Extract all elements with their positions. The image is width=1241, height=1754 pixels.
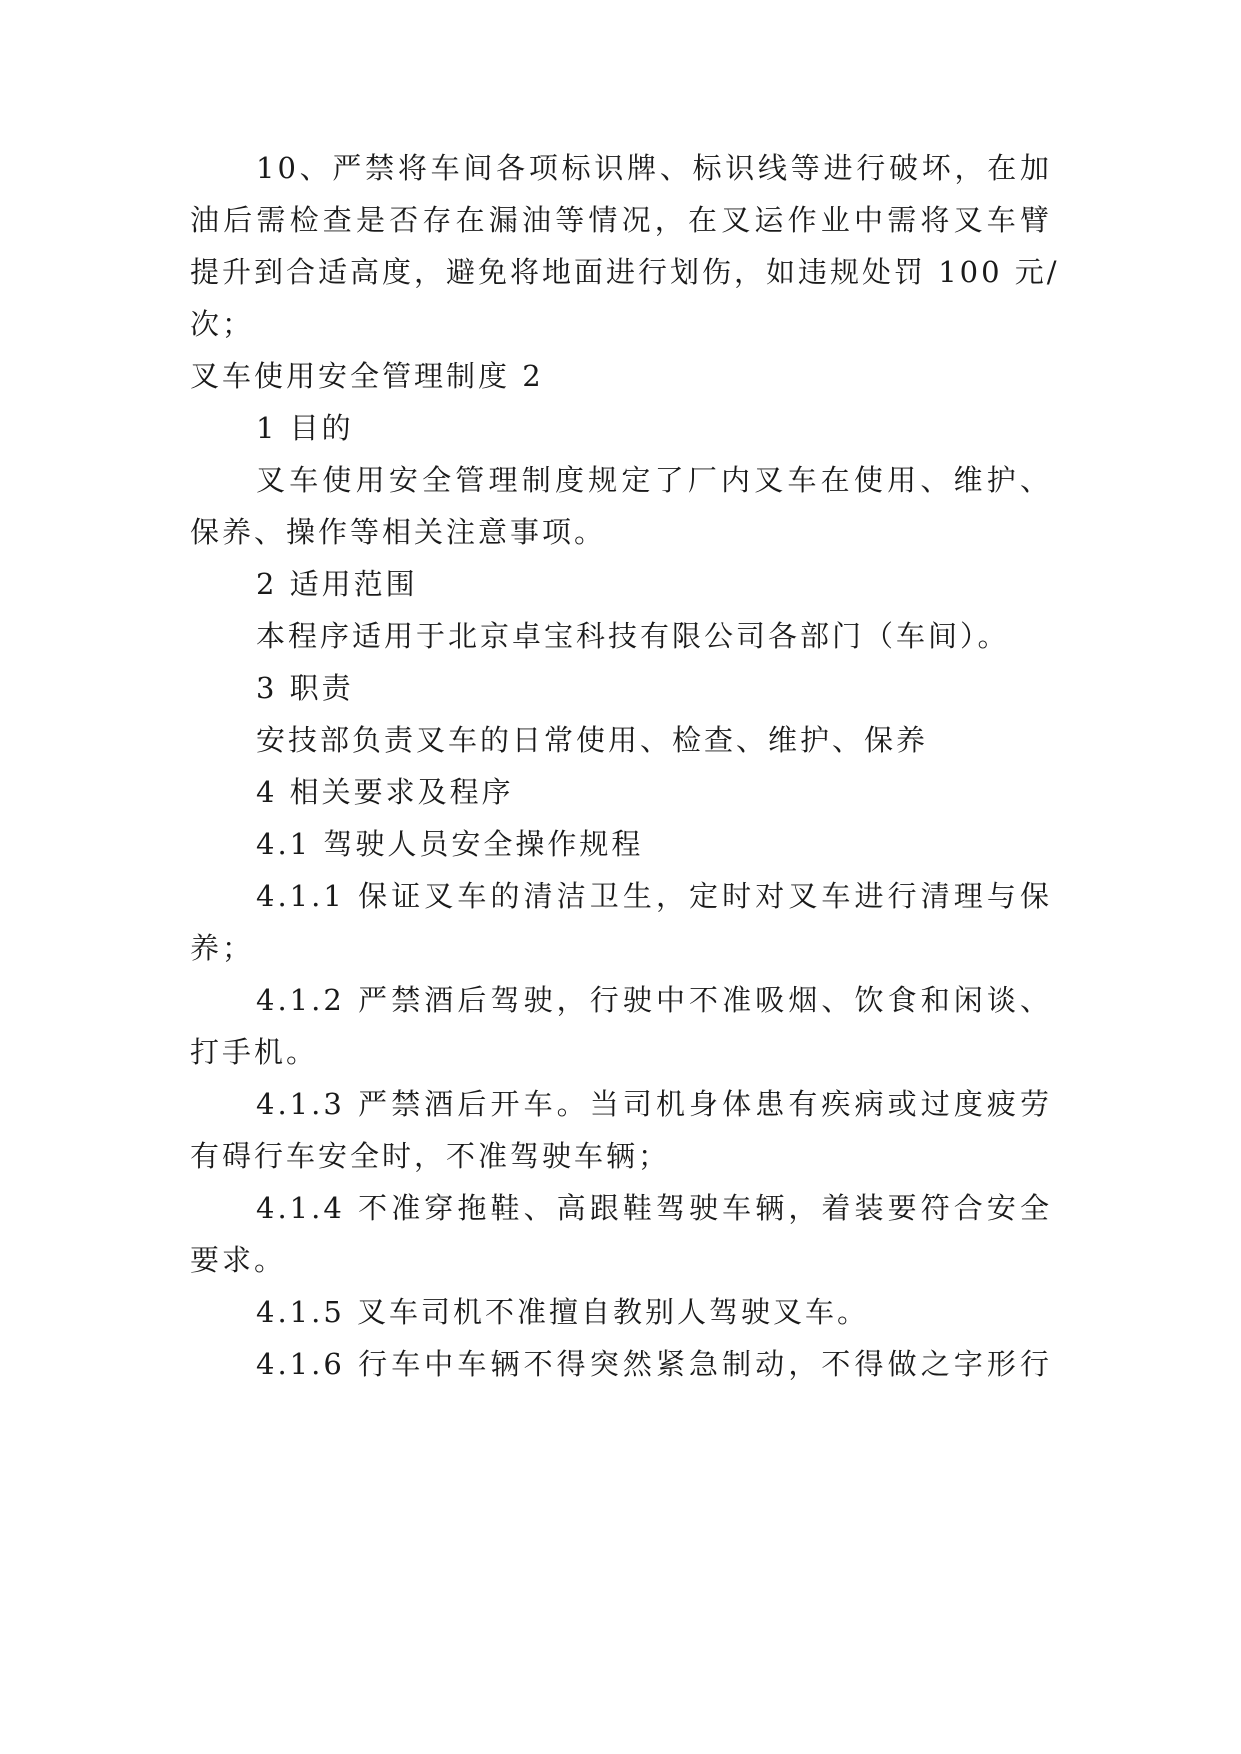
paragraph-line: 叉车使用安全管理制度规定了厂内叉车在使用、维护、	[256, 463, 1052, 497]
section-heading: 2 适用范围	[256, 567, 418, 601]
paragraph-line: 提升到合适高度，避免将地面进行划伤，如违规处罚 100 元/	[190, 255, 1060, 289]
section-heading: 4 相关要求及程序	[256, 775, 514, 809]
paragraph-line: 安技部负责叉车的日常使用、检查、维护、保养	[256, 723, 929, 757]
paragraph-line: 要求。	[190, 1243, 287, 1277]
section-heading: 1 目的	[256, 411, 354, 445]
section-heading: 3 职责	[256, 671, 354, 705]
paragraph-line: 4.1.5 叉车司机不准擅自教别人驾驶叉车。	[256, 1295, 870, 1329]
paragraph-line: 有碍行车安全时，不准驾驶车辆；	[190, 1139, 671, 1173]
section-heading: 4.1 驾驶人员安全操作规程	[256, 827, 644, 861]
paragraph-line: 4.1.2 严禁酒后驾驶，行驶中不准吸烟、饮食和闲谈、	[256, 983, 1052, 1017]
paragraph-line: 4.1.4 不准穿拖鞋、高跟鞋驾驶车辆，着装要符合安全	[256, 1191, 1052, 1225]
paragraph-line: 保养、操作等相关注意事项。	[190, 515, 607, 549]
paragraph-line: 10、严禁将车间各项标识牌、标识线等进行破坏，在加	[256, 151, 1052, 185]
paragraph-line: 4.1.6 行车中车辆不得突然紧急制动，不得做之字形行	[256, 1347, 1052, 1381]
section-heading: 叉车使用安全管理制度 2	[190, 359, 544, 393]
paragraph-line: 4.1.1 保证叉车的清洁卫生，定时对叉车进行清理与保	[256, 879, 1052, 913]
paragraph-line: 本程序适用于北京卓宝科技有限公司各部门（车间）。	[256, 619, 1010, 653]
paragraph-line: 4.1.3 严禁酒后开车。当司机身体患有疾病或过度疲劳	[256, 1087, 1052, 1121]
paragraph-line: 油后需检查是否存在漏油等情况，在叉运作业中需将叉车臂	[190, 203, 1052, 237]
paragraph-line: 养；	[190, 931, 255, 965]
paragraph-line: 打手机。	[190, 1035, 319, 1069]
paragraph-line: 次；	[190, 307, 255, 341]
